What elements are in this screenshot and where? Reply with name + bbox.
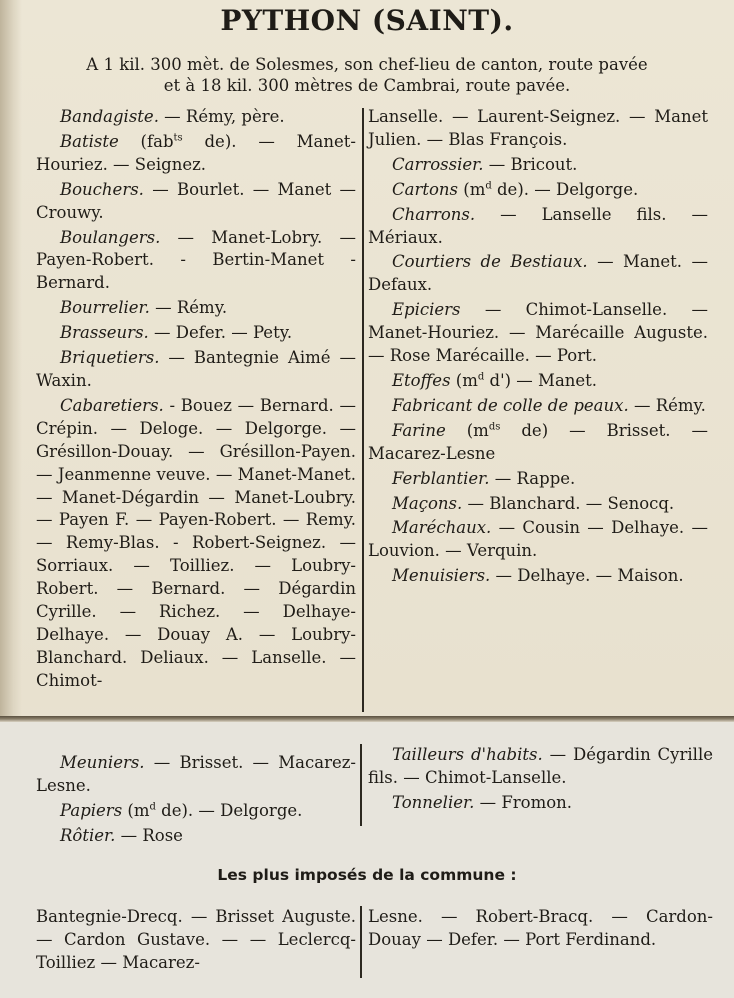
superscript: ts <box>173 132 183 144</box>
trade-category: Rôtier. <box>60 825 116 845</box>
directory-entry <box>368 395 708 418</box>
entry-names: — Rémy, père. <box>158 107 285 126</box>
column-divider <box>360 744 362 826</box>
directory-entry <box>368 493 708 516</box>
trade-category: Brasseurs. <box>60 323 149 343</box>
entry-names: — Chimot-Lanselle. — Manet-Houriez. — Marécaille Auguste. — Rose Marécaille. — Port. <box>368 300 708 366</box>
trade-qualifier: de) <box>500 420 549 440</box>
lower-left-column <box>36 752 356 850</box>
notables-heading: Les plus imposés de la commune : <box>217 866 517 884</box>
directory-entry <box>368 106 708 152</box>
entry-names: — Delgorge. <box>193 800 303 820</box>
directory-entry <box>368 744 713 790</box>
trade-category: Cartons <box>392 179 459 199</box>
directory-entry <box>36 395 356 693</box>
trade-category: Etoffes <box>392 370 451 390</box>
directory-entry <box>36 227 356 296</box>
column-divider <box>360 906 362 978</box>
entry-names: - Bouez — Bernard. — Crépin. — Deloge. — Delgorge. — Grésillon-Douay. — Grésillon-Payen. — Jeanmenne veuve. — Manet-Manet. — Manet-Dégardin — Manet-Loubry. — Payen F. — Payen-Robert. — Remy. — Remy-Blas. - Robert-Seignez. — Sorriaux. — Toilliez. — Loubry-Robert. — Bernard. — Dégardin Cyrille. — Richez. — Delhaye-Delhaye. — Douay A. — Loubry-Blanchard. Deliaux. — Lanselle. — Chimot- <box>36 395 356 690</box>
trade-category: Bouchers. <box>60 179 144 199</box>
directory-entry <box>36 131 356 177</box>
directory-entry <box>368 370 708 393</box>
entry-names: — Blanchard. — Senocq. <box>462 493 675 513</box>
entry-names: — Delgorge. <box>529 179 639 199</box>
trade-category: Tailleurs d'habits. <box>392 745 543 764</box>
entry-names: — Dégardin Cyrille fils. — Chimot-Lanselle. <box>368 745 713 787</box>
superscript: ds <box>488 421 501 433</box>
trade-qualifier: (m <box>450 370 478 390</box>
trade-category: Menuisiers. <box>392 566 491 586</box>
trade-category: Fabricant de colle de peaux. <box>392 395 629 415</box>
entry-names: — Bantegnie Aimé — Waxin. <box>36 348 356 390</box>
superscript: d <box>149 801 156 813</box>
entry-names: — Fromon. <box>474 792 573 812</box>
left-column <box>36 106 356 695</box>
entry-names: — Rémy. <box>628 395 706 415</box>
entry-names: — Rappe. <box>489 468 576 488</box>
trade-category: Bandagiste. <box>60 107 159 126</box>
directory-entry <box>36 825 356 848</box>
entry-names: — Lanselle fils. — Mériaux. <box>368 204 708 247</box>
trade-qualifier: de). <box>155 800 194 820</box>
directory-entry <box>368 565 708 588</box>
directory-entry <box>368 204 708 250</box>
directory-entry <box>368 154 708 177</box>
superscript: d <box>477 371 485 383</box>
entry-names: — Defer. — Pety. <box>148 323 293 343</box>
right-column <box>368 106 708 590</box>
trade-category: Maçons. <box>392 493 463 513</box>
trade-qualifier: d') <box>484 370 512 390</box>
trade-qualifier: (fab <box>118 131 174 151</box>
directory-entry <box>36 322 356 345</box>
entry-names: — Bricout. <box>483 154 578 174</box>
trade-category: Bourrelier. <box>60 298 150 318</box>
directory-entry <box>36 179 356 225</box>
subtitle <box>40 54 694 96</box>
trade-qualifier: de). <box>491 179 530 199</box>
entry-names: — Manet. — Defaux. <box>368 252 708 295</box>
directory-entry <box>36 800 356 823</box>
trade-qualifier: (m <box>445 420 489 440</box>
trade-category: Batiste <box>60 131 119 151</box>
trade-category: Ferblantier. <box>392 468 490 488</box>
column-divider <box>362 108 364 712</box>
entry-names: — Manet-Lobry. — Payen-Robert. - Bertin-Manet - Bernard. <box>36 227 356 293</box>
notables-right-text: Lesne. — Robert-Bracq. — Cardon-Douay — Defer. — Port Ferdinand. <box>368 907 713 949</box>
directory-entry <box>36 752 356 798</box>
directory-entry <box>368 299 708 368</box>
directory-entry <box>368 792 713 815</box>
entry-names: — Manet-Houriez. — Seignez. <box>36 131 356 174</box>
directory-entry <box>36 347 356 393</box>
trade-qualifier: de). <box>182 131 237 151</box>
trade-category: Boulangers. <box>60 227 161 247</box>
notables-left-text: Bantegnie-Drecq. — Brisset Auguste. — Cardon Gustave. — — Leclercq-Toilliez — Macarez- <box>36 907 356 972</box>
directory-entry <box>36 106 356 129</box>
entry-names: — Cousin — Delhaye. — Louvion. — Verquin. <box>368 518 708 561</box>
directory-entry <box>368 179 708 202</box>
entry-names: — Delhaye. — Maison. <box>490 566 684 586</box>
directory-entry <box>36 297 356 320</box>
directory-entry <box>368 251 708 297</box>
trade-category: Carrossier. <box>392 154 484 174</box>
superscript: d <box>485 180 492 192</box>
lower-right-column <box>368 744 713 817</box>
trade-category: Epiciers <box>392 300 461 320</box>
trade-category: Courtiers de Bestiaux. <box>392 252 588 272</box>
book-gutter-shadow <box>0 0 22 720</box>
trade-category: Briquetiers. <box>60 348 160 368</box>
trade-qualifier: (m <box>458 179 486 199</box>
entry-names: — Bourlet. — Manet — Crouwy. <box>36 179 356 222</box>
trade-category: Farine <box>392 420 446 440</box>
page-title: PYTHON (SAINT). <box>220 4 514 37</box>
directory-entry <box>368 517 708 563</box>
trade-qualifier: (m <box>122 800 150 820</box>
entry-names: — Rose <box>115 825 183 845</box>
subtitle-line: A 1 kil. 300 mèt. de Solesmes, son chef-lieu de canton, route pavée <box>86 55 648 74</box>
entry-names: — Rémy. <box>149 298 228 318</box>
entry-names: — Brisset. — Macarez-Lesne <box>368 420 708 463</box>
directory-entry <box>368 468 708 491</box>
entry-names: — Manet. <box>511 370 598 390</box>
trade-category: Maréchaux. <box>392 518 492 538</box>
trade-category: Papiers <box>60 800 123 820</box>
entry-names: — Brisset. — Macarez-Lesne. <box>36 753 356 795</box>
trade-category: Meuniers. <box>60 753 145 772</box>
subtitle-line: et à 18 kil. 300 mètres de Cambrai, route pavée. <box>163 76 571 95</box>
trade-category: Charrons. <box>392 204 476 224</box>
directory-entry <box>368 420 708 466</box>
trade-category: Cabaretiers. <box>60 395 164 415</box>
trade-category: Tonnelier. <box>392 792 475 812</box>
entry-names: Lanselle. — Laurent-Seignez. — Manet Julien. — Blas François. <box>368 107 708 149</box>
